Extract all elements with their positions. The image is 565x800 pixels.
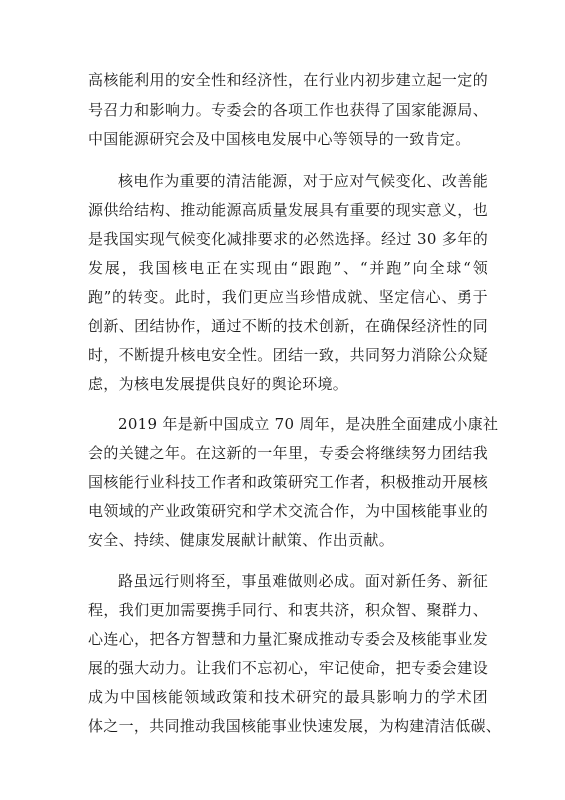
- text-line: 心连心，把各方智慧和力量汇聚成推动专委会及核能事业发: [88, 630, 488, 648]
- text-line: 源供给结构、推动能源高质量发展具有重要的现实意义，也: [88, 201, 488, 219]
- text-line: 中国能源研究会及中国核电发展中心等领导的一致肯定。: [88, 130, 471, 148]
- text-line: 创新、团结协作，通过不断的技术创新，在确保经济性的同: [88, 317, 488, 335]
- text-line: 2019 年是新中国成立 70 周年，是决胜全面建成小康社: [118, 415, 499, 433]
- text-line: 虑，为核电发展提供良好的舆论环境。: [88, 375, 349, 393]
- text-line: 号召力和影响力。专委会的各项工作也获得了国家能源局、: [88, 101, 488, 119]
- text-line: 成为中国核能领域政策和技术研究的最具影响力的学术团: [88, 688, 488, 706]
- text-line: 高核能利用的安全性和经济性，在行业内初步建立起一定的: [88, 71, 488, 89]
- text-line: 跑”的转变。此时，我们更应当珍惜成就、坚定信心、勇于: [88, 288, 488, 306]
- text-line: 展的强大动力。让我们不忘初心，牢记使命，把专委会建设: [88, 659, 488, 677]
- text-line: 时，不断提升核电安全性。团结一致，共同努力消除公众疑: [88, 346, 488, 364]
- text-line: 安全、持续、健康发展献计献策、作出贡献。: [88, 531, 395, 549]
- text-line: 是我国实现气候变化减排要求的必然选择。经过 30 多年的: [88, 230, 488, 248]
- text-line: 程，我们更加需要携手同行、和衷共济，积众智、聚群力、: [88, 601, 488, 619]
- text-line: 国核能行业科技工作者和政策研究工作者，积极推动开展核: [88, 473, 488, 491]
- text-line: 发展，我国核电正在实现由“跟跑”、“并跑”向全球“领: [88, 259, 488, 277]
- text-line: 会的关键之年。在这新的一年里，专委会将继续努力团结我: [88, 444, 488, 462]
- text-line: 体之一，共同推动我国核能事业快速发展，为构建清洁低碳、: [88, 717, 502, 735]
- text-line: 核电作为重要的清洁能源，对于应对气候变化、改善能: [118, 172, 488, 190]
- text-line: 路虽远行则将至，事虽难做则必成。面对新任务、新征: [118, 572, 488, 590]
- text-line: 电领域的产业政策研究和学术交流合作，为中国核能事业的: [88, 502, 488, 520]
